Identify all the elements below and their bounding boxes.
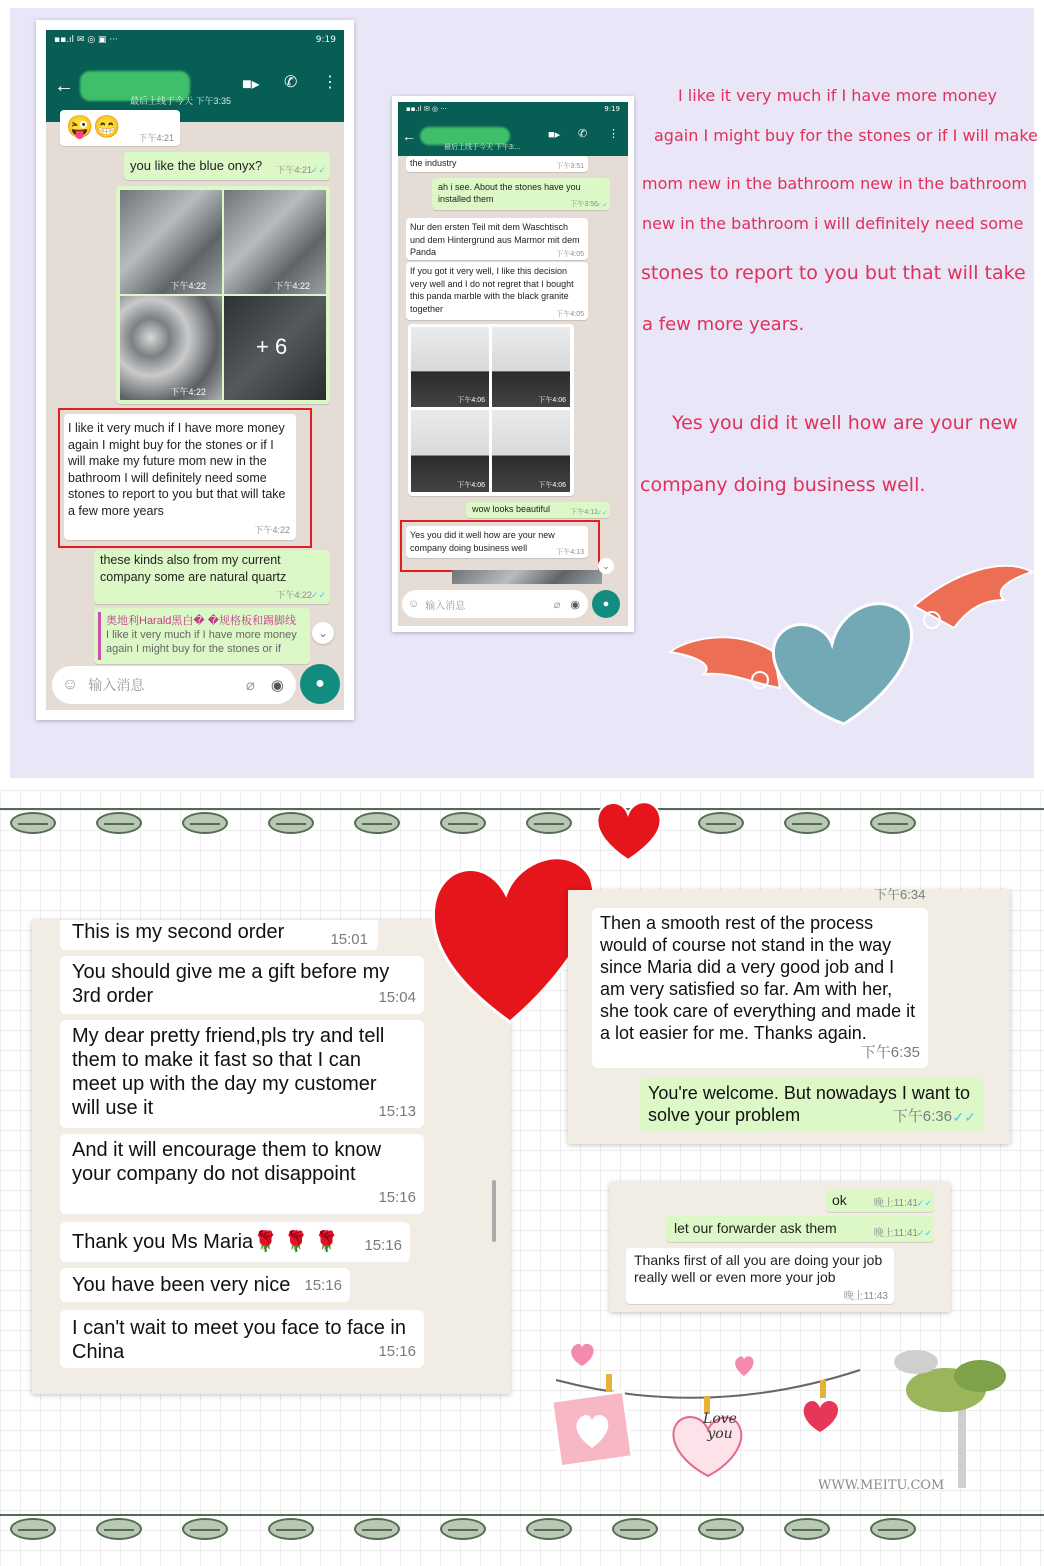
quote-line: a few more years. bbox=[642, 314, 805, 335]
message-text: Thank you Ms Maria🌹 🌹 🌹 bbox=[72, 1231, 339, 1253]
message-bubble[interactable] bbox=[666, 1216, 934, 1242]
message-time: 下午6:35 bbox=[860, 1044, 920, 1061]
message-input[interactable] bbox=[402, 590, 588, 618]
message-time: 下午3:51 bbox=[556, 163, 584, 170]
leaf-icon bbox=[354, 812, 400, 834]
winged-heart-icon bbox=[664, 556, 1034, 732]
read-ticks-icon: ✓✓ bbox=[596, 510, 608, 517]
mic-button[interactable] bbox=[300, 664, 340, 704]
leaf-icon bbox=[96, 812, 142, 834]
message-time: 15:16 bbox=[378, 1343, 416, 1360]
message-time: 15:16 bbox=[304, 1277, 342, 1294]
message-text: Yes you did it well how are your new company doing business well bbox=[410, 530, 555, 553]
quote-line: again I might buy for the stones or if I will make bbox=[654, 126, 1038, 145]
message-text: You have been very nice bbox=[72, 1274, 291, 1296]
camera-icon[interactable]: ◉ bbox=[270, 677, 284, 694]
vine-border-top bbox=[0, 808, 1044, 836]
message-bubble[interactable] bbox=[640, 1078, 984, 1132]
bathroom-photo[interactable] bbox=[492, 410, 570, 492]
leaf-icon bbox=[268, 812, 314, 834]
message-text: Nur den ersten Teil mit dem Waschtisch und dem Hintergrund aus Marmor mit dem Panda bbox=[410, 222, 580, 257]
message-bubble[interactable] bbox=[60, 1134, 424, 1214]
stone-photo[interactable] bbox=[120, 190, 222, 294]
message-text: the industry bbox=[410, 158, 457, 168]
mic-icon: ● bbox=[602, 598, 610, 610]
status-icons: ▪▪.ıl ✉ ◎ ▣ ··· bbox=[54, 35, 118, 45]
phone-call-icon[interactable]: ✆ bbox=[578, 128, 588, 140]
quote-line: stones to report to you but that will take bbox=[641, 262, 1026, 284]
leaf-icon bbox=[10, 1518, 56, 1540]
leaf-icon bbox=[96, 1518, 142, 1540]
message-text: Thanks first of all you are doing your job really well or even more your job bbox=[634, 1252, 883, 1285]
leaf-icon bbox=[870, 812, 916, 834]
contact-status: 最后上线于今天 下午3:35 bbox=[130, 95, 232, 106]
photo-album[interactable] bbox=[116, 186, 330, 404]
chat-screenshot-2 bbox=[392, 96, 634, 632]
leaf-icon bbox=[354, 1518, 400, 1540]
message-time: 下午4:22 bbox=[254, 525, 290, 535]
attach-icon[interactable]: ⌀ bbox=[245, 677, 255, 694]
mic-icon: ● bbox=[315, 675, 325, 692]
message-time: 下午4:21 bbox=[138, 133, 174, 143]
message-time: 下午4:05 bbox=[556, 311, 584, 318]
photo-album[interactable] bbox=[408, 324, 574, 496]
message-bubble[interactable] bbox=[432, 178, 610, 210]
love-you-text: Love you bbox=[703, 1411, 737, 1442]
bathroom-photo[interactable] bbox=[411, 327, 489, 407]
message-text: you like the blue onyx? bbox=[130, 158, 263, 173]
quote-text: I like it very much if I have more money again I might buy for the stones or if bbox=[106, 629, 297, 655]
message-time: 下午3:56 bbox=[570, 201, 598, 208]
message-bubble[interactable] bbox=[124, 152, 330, 180]
read-ticks-icon: ✓✓ bbox=[310, 165, 326, 175]
message-time: 下午4:05 bbox=[556, 251, 584, 258]
message-time: 15:16 bbox=[378, 1189, 416, 1206]
back-arrow-icon[interactable]: ← bbox=[54, 74, 74, 97]
clothesline-decoration bbox=[548, 1340, 868, 1480]
menu-dots-icon[interactable]: ⋮ bbox=[322, 74, 338, 91]
mic-button[interactable] bbox=[592, 590, 620, 618]
more-photos-count: + 6 bbox=[256, 334, 288, 359]
stone-photo[interactable] bbox=[224, 190, 326, 294]
message-bubble[interactable] bbox=[406, 218, 588, 260]
leaf-icon bbox=[784, 812, 830, 834]
message-bubble[interactable] bbox=[60, 1222, 410, 1262]
leaf-icon bbox=[440, 812, 486, 834]
message-text: ok bbox=[832, 1192, 847, 1208]
message-time: 15:04 bbox=[378, 989, 416, 1006]
photo-time: 下午4:06 bbox=[457, 482, 485, 489]
message-time: 下午4:22 bbox=[276, 590, 312, 600]
bathroom-photo[interactable] bbox=[492, 327, 570, 407]
message-text: ah i see. About the stones have you installed them bbox=[438, 182, 581, 204]
message-text: these kinds also from my current company some are natural quartz bbox=[100, 553, 287, 584]
message-bubble[interactable] bbox=[466, 502, 610, 518]
status-time: 9:19 bbox=[604, 105, 620, 113]
message-time: 晚上11:41 bbox=[873, 1228, 918, 1239]
stone-photo[interactable] bbox=[120, 296, 222, 400]
read-ticks-icon: ✓✓ bbox=[310, 590, 326, 600]
bathroom-photo[interactable] bbox=[411, 410, 489, 492]
message-bubble[interactable] bbox=[826, 1190, 934, 1212]
status-icons: ▪▪.ıl ✉ ◎ ··· bbox=[406, 105, 447, 113]
quoted-message-bubble[interactable] bbox=[94, 608, 310, 664]
back-arrow-icon[interactable]: ← bbox=[402, 128, 416, 144]
small-red-heart-icon bbox=[594, 796, 664, 862]
message-time: 下午4:13 bbox=[556, 549, 584, 556]
message-time: 下午4:21 bbox=[276, 165, 312, 175]
photo-time: 下午4:06 bbox=[457, 397, 485, 404]
phone-call-icon[interactable]: ✆ bbox=[284, 74, 298, 91]
read-ticks-icon: ✓✓ bbox=[916, 1228, 932, 1238]
leaf-icon bbox=[182, 812, 228, 834]
scrollbar[interactable] bbox=[492, 1180, 496, 1242]
read-ticks-icon: ✓✓ bbox=[952, 1109, 976, 1125]
quote-sender: 奥地利Harald黑白� �规格板和踢脚线 bbox=[106, 615, 297, 627]
message-bubble[interactable] bbox=[592, 908, 928, 1068]
quote-bar bbox=[98, 612, 101, 660]
message-bubble[interactable] bbox=[60, 1268, 350, 1302]
menu-dots-icon[interactable]: ⋮ bbox=[608, 128, 619, 140]
chat-screenshot-5 bbox=[610, 1182, 950, 1312]
highlight-box bbox=[58, 408, 312, 548]
photo-time: 下午4:22 bbox=[170, 387, 206, 397]
message-input[interactable] bbox=[52, 666, 296, 704]
message-text: I like it very much if I have more money again I might buy for the stones or if I will make my future mom new in the bathroom I will definitely need some stones to report to you but that will take a few more years bbox=[68, 421, 286, 518]
message-text: This is my second order bbox=[72, 921, 285, 943]
camera-icon[interactable]: ◉ bbox=[570, 598, 580, 611]
quote-line: company doing business well. bbox=[640, 474, 926, 496]
message-time: 晚上11:43 bbox=[843, 1291, 888, 1302]
highlight-box bbox=[400, 520, 600, 572]
message-text: You should give me a gift before my 3rd order bbox=[72, 961, 390, 1007]
leaf-icon bbox=[784, 1518, 830, 1540]
scroll-down-icon[interactable]: ⌄ bbox=[598, 558, 614, 574]
video-call-icon[interactable]: ■▸ bbox=[242, 76, 260, 93]
photo-time: 下午4:22 bbox=[274, 281, 310, 291]
photo-time: 下午4:06 bbox=[538, 397, 566, 404]
message-text: I can't wait to meet you face to face in China bbox=[72, 1317, 406, 1363]
quote-line: I like it very much if I have more money bbox=[678, 86, 997, 105]
message-bubble[interactable] bbox=[406, 262, 588, 320]
video-call-icon[interactable]: ■▸ bbox=[548, 129, 561, 141]
message-bubble[interactable] bbox=[60, 956, 424, 1014]
message-text: Then a smooth rest of the process would of course not stand in the way since Maria did a very good job and I am very satisfied so far. Am with her, she took care of everything and made it a lot easier for me. Thanks again. bbox=[600, 913, 916, 1043]
quote-line: Yes you did it well how are your new bbox=[672, 412, 1018, 434]
leaf-icon bbox=[182, 1518, 228, 1540]
message-time: 晚上11:41 bbox=[873, 1198, 918, 1209]
leaf-icon bbox=[698, 812, 744, 834]
quote-line: new in the bathroom i will definitely need some bbox=[642, 214, 1024, 233]
emoji-icon[interactable]: ☺ bbox=[408, 598, 420, 610]
leaf-icon bbox=[268, 1518, 314, 1540]
message-bubble[interactable] bbox=[60, 1020, 424, 1128]
photo-time: 下午4:22 bbox=[170, 281, 206, 291]
message-text: My dear pretty friend,pls try and tell them to make it fast so that I can meet up with the day my customer will use it bbox=[72, 1025, 385, 1119]
contact-status: 最后上线于今天 下午3:... bbox=[444, 144, 521, 151]
read-ticks-icon: ✓✓ bbox=[596, 202, 608, 209]
chat-screenshot-4 bbox=[568, 887, 1010, 1144]
message-bubble[interactable] bbox=[626, 1248, 894, 1304]
message-time: 15:16 bbox=[364, 1237, 402, 1254]
message-text: let our forwarder ask them bbox=[674, 1220, 837, 1236]
leaf-icon bbox=[526, 812, 572, 834]
message-bubble[interactable] bbox=[60, 920, 378, 950]
tree-icon bbox=[886, 1340, 1016, 1490]
message-bubble[interactable] bbox=[406, 156, 588, 172]
photo-time: 下午4:06 bbox=[538, 482, 566, 489]
more-photos-tile[interactable] bbox=[224, 296, 326, 400]
status-time: 9:19 bbox=[315, 35, 336, 45]
watermark: WWW.MEITU.COM bbox=[818, 1478, 945, 1493]
chat-header bbox=[398, 116, 628, 156]
chat-screenshot-1 bbox=[36, 20, 354, 720]
vine-border-bottom bbox=[0, 1514, 1044, 1542]
message-time: 下午4:12 bbox=[570, 509, 598, 516]
message-text: You're welcome. But nowadays I want to solve your problem bbox=[648, 1083, 970, 1125]
photo-strip bbox=[452, 570, 602, 584]
message-bubble[interactable] bbox=[94, 550, 330, 604]
input-placeholder: 输入消息 bbox=[88, 677, 145, 693]
leaf-icon bbox=[870, 1518, 916, 1540]
read-ticks-icon: ✓✓ bbox=[916, 1198, 932, 1208]
leaf-icon bbox=[440, 1518, 486, 1540]
emoji-icon[interactable]: ☺ bbox=[62, 676, 79, 693]
leaf-icon bbox=[698, 1518, 744, 1540]
message-text: wow looks beautiful bbox=[472, 504, 551, 514]
message-time: 15:13 bbox=[378, 1103, 416, 1120]
attach-icon[interactable]: ⌀ bbox=[553, 598, 561, 611]
scroll-down-icon[interactable]: ⌄ bbox=[312, 622, 334, 644]
message-time: 下午6:36 bbox=[892, 1108, 952, 1125]
status-bar bbox=[46, 30, 344, 50]
leaf-icon bbox=[612, 1518, 658, 1540]
message-time: 15:01 bbox=[330, 931, 368, 948]
message-text: If you got it very well, I like this decision very well and I do not regret that I bought this panda marble with the black granite together bbox=[410, 266, 574, 314]
quote-line: mom new in the bathroom new in the bathroom bbox=[642, 174, 1028, 193]
leaf-icon bbox=[526, 1518, 572, 1540]
message-time: 下午6:34 bbox=[874, 887, 926, 902]
status-bar bbox=[398, 102, 628, 116]
message-text: And it will encourage them to know your company do not disappoint bbox=[72, 1139, 382, 1185]
leaf-icon bbox=[10, 812, 56, 834]
message-bubble[interactable] bbox=[60, 1310, 424, 1368]
message-bubble[interactable] bbox=[60, 110, 180, 146]
input-placeholder: 输入消息 bbox=[425, 600, 466, 612]
message-text: 😜😁 bbox=[66, 114, 121, 139]
